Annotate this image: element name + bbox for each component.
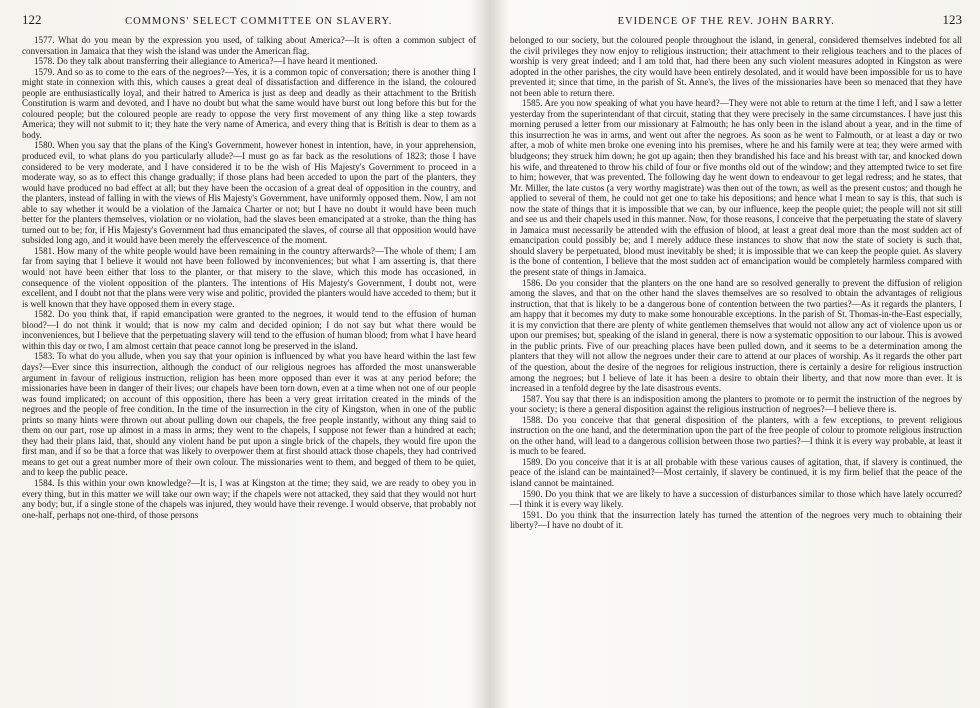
paragraph: 1578. Do they talk about transferring their allegiance to America?—I have heard it mentioned.: [34, 56, 378, 67]
paragraph: 1587. You say that there is an indisposition among the planters to promote or to permit the instruction of the negroes by your society; is there a general disposition against the religious instruction of negroes?—I believe there is.: [510, 393, 962, 415]
paragraph: 1585. Are you now speaking of what you have heard?—They were not able to return at the time I left, and I saw a letter yesterday from the superintendant of that circuit, stating that they were precisely in the same circumstances. I have just this morning perused a letter from our missionary at Falmouth; he has only been in the island about a year, and in the time of this insurrection he was in arms, and went out after the negroes. As soon as he went to Falmouth, or at least a day or two after, a mob of white men broke one evening into his premises, where he and his family were at tea; they were armed with bludgeons; they struck him down; he got up again; then they brandished his face and his breast with tar, and knocked down his wife, and threatened to throw his child of four or five months old out of the window; and they attempted twice to set fire to him; however, that was prevented. The following day he went down to endeavour to get legal redress; and he states, that Mr. Miller, the late custos (a very worthy magistrate) was then out of the town, as well as the present custos; and though he applied to several of them, he could not get one to take his depositions; and hence what I mean to say is this, that such is now the state of things that it is impossible that we can, by our influence, keep the people quiet; the people will not sit still and see us and their chapels used in this manner. Now, for those reasons, I conceive that the perpetuating the state of slavery in Jamaica must necessarily be attended with the effusion of blood, at least a great deal more than the most sudden act of emancipation could possibly be; and I merely adduce these instances to show that now the state of society is such that, should slavery be perpetuated, blood must inevitably be shed; it is impossible that we can keep the people quiet. As slavery is the bone of contention, I believe that the most sudden act of emancipation would be completely harmless compared with the present state of things in Jamaica.: [510, 98, 962, 278]
right-body-text: [510, 35, 962, 531]
paragraph: 1584. Is this within your own knowledge?—It is, I was at Kingston at the time; they said, we are ready to obey you in every thing, but in this matter we will take our own way; if the chapels were not attacked, they said that they would not hurt any body; but, if a single stone of the chapels was injured, they would have their revenge. I would observe, that probably not one-half, perhaps not one-third, of those persons: [22, 477, 476, 520]
paragraph: 1586. Do you consider that the planters on the one hand are so resolved generally to prevent the diffusion of religion among the slaves, and that on the other hand the slaves themselves are so resolved to obtain the advantages of religious instruction, that that is likely to be a dangerous bone of contention between the two parties?—As it regards the planters, I am happy that it becomes my duty to make some honourable exceptions. In the parish of St. Thomas-in-the-East especially, it is my conviction that there are plenty of white gentlemen themselves that would not allow any act of violence upon us or upon our premises; but, speaking of the island in general, there is now a systematic opposition to our labour. This is avowed in the public prints. Five of our preaching places have been pulled down, and it seems to be a determination among the planters that they will not allow the negroes under their care to attend at our places of worship. As it regards the other part of the question, about the desire of the negroes for religious instruction, there is certainly a desire for religious instruction among the negroes; but I believe of late it has been a desire to obtain their liberty, and that now more than ever. It is increased in a tenfold degree by the late disastrous events.: [510, 277, 962, 394]
right-page: [490, 0, 980, 708]
right-running-head: [510, 12, 962, 26]
left-page-number: 122: [22, 12, 42, 27]
paragraph: 1581. How many of the white people would have been remaining in the country afterwards?—The whole of them; I am far from saying that I believe it would not have been followed by inconveniences; but what I am asserting is, that there would not have been either that loss to the planter, or that misery to the slave, which this mode has occasioned, in consequence of the violent opposition of the planters. The intentions of His Majesty's Government, I doubt not, were excellent, and I doubt not that the plans were very wise and politic, provided the planters would have acceded to them; but it is well known that they have opposed them in every stage.: [22, 245, 476, 309]
left-running-title: COMMONS' SELECT COMMITTEE ON SLAVERY.: [125, 16, 393, 27]
paragraph: 1579. And so as to come to the ears of the negroes?—Yes, it is a common topic of conversation; there is another thing I might state in connexion with this, which causes a great deal of dissatisfaction and difference in the island, the coloured people are enthusiastically loyal, and their hatred to America is just as deep and deadly as their attachment to the British Constitution is warm and devoted, and I have no doubt but what the same would have burst out long before this but for the coloured people; but the coloured people are ready to oppose the very first movement of any thing like a step towards America; they will not submit to it; they hate the very name of America, and every thing that is British is dear to them as a body.: [22, 66, 476, 140]
right-page-number: 123: [942, 12, 962, 27]
paragraph: 1590. Do you think that we are likely to have a succession of disturbances similar to those which have lately occurred?—I think it is every way likely.: [510, 488, 962, 510]
paragraph: 1588. Do you conceive that that general disposition of the planters, with a few exceptions, to prevent religious instruction on the one hand, and the determination upon the part of the free people of colour to promote religious instruction on the other hand, will lead to a dangerous collision between those two parties?—I think it is every way probable, at least it is much to be feared.: [510, 414, 962, 457]
left-running-head: [22, 12, 476, 26]
paragraph: belonged to our society, but the coloured people throughout the island, in general, considered themselves indebted for all the civil privileges they now enjoy to religious instruction; their attachment to their religious teachers and to the places of worship is very great indeed; and I am told that, had there been any such violent measures adopted in Kingston as were adopted in the other parishes, the city would have been entirely desolated, and it would have been impossible for us to have prevented it; since that time, in the parish of St. Anne's, the lives of the missionaries have been so menaced that they have not been able to return there.: [510, 35, 962, 98]
paragraph: 1577. What do you mean by the expression you used, of talking about America?—It is often a common subject of conversation in Jamaica that they wish the island was under the American flag.: [22, 35, 476, 56]
right-running-title: EVIDENCE OF THE REV. JOHN BARRY.: [617, 16, 835, 27]
paragraph: 1582. Do you think that, if rapid emancipation were granted to the negroes, it would tend to the effusion of human blood?—I do not think it would; that is now my calm and decided opinion; I do not say but what there would be inconveniences, but I believe that the perpetuating slavery will tend to the effusion of human blood; from what I have heard within this day or two, I am almost certain that peace cannot long be preserved in the island.: [22, 309, 476, 351]
paragraph: 1589. Do you conceive that it is at all probable with these various causes of agitation, that, if slavery is continued, the peace of the island can be maintained?—Most certainly, if slavery be continued, it is my firm belief that the peace of the island cannot be maintained.: [510, 456, 962, 488]
left-body-text: [22, 35, 476, 520]
paragraph: 1583. To what do you allude, when you say that your opinion is influenced by what you have heard within the last few days?—Ever since this insurrection, although the conduct of our religious negroes has afforded the most unanswerable argument in favour of religious instruction, religion has been more opposed than ever it was at any period before; the missionaries have been in danger of their lives; our chapels have been torn down, even at a time when not one of our people was found implicated; on account of this opposition, there has been a very great irritation created in the minds of the negroes and the people of free condition. In the time of the insurrection in the city of Kingston, when in one of the public prints so many hints were thrown out about pulling down our chapels, the free people instantly, without any thing said to them on our part, rose up almost in a mass in arms; they went to the chapels, I suppose not fewer than a hundred at each; they had their plans laid, that, should any violent hand be put upon a single brick of the chapels, they would fire upon the first man, and if so be that a force that was likely to overpower them at first should attack those chapels, they had contrived means to get out a great number more of their own colour. The missionaries went to them, and begged of them to be quiet, and to keep the public peace.: [22, 351, 476, 478]
paragraph: 1591. Do you think that the insurrection lately has turned the attention of the negroes very much to obtaining their liberty?—I have no doubt of it.: [510, 509, 962, 531]
paragraph: 1580. When you say that the plans of the King's Government, however honest in intention, have, in your apprehension, produced evil, to what plans do you particularly allude?—I must go as far back as the resolutions of 1823; those I have considered to be very moderate, and I have considered it to be the wish of His Majesty's Government to proceed in a moderate way, so as to effect this change gradually; if those plans had been acceded to upon the part of the planters, they would have produced no bad effect at all; but they have been the occasion of a great deal of opposition in the country, and the planters, instead of falling in with the views of His Majesty's Government, have uniformly opposed them. Now, I am not able to say whether it would be a violation of the Jamaica Charter or not; but I have no doubt it would have been much better for the planters themselves, violation or no violation, had the slaves been emancipated at a stroke, than the thing has turned out to be; for, if His Majesty's Government had thus emancipated the slaves, of course all that opposition would have subsided long ago, and it would have been merely the effervescence of the moment.: [22, 140, 476, 246]
